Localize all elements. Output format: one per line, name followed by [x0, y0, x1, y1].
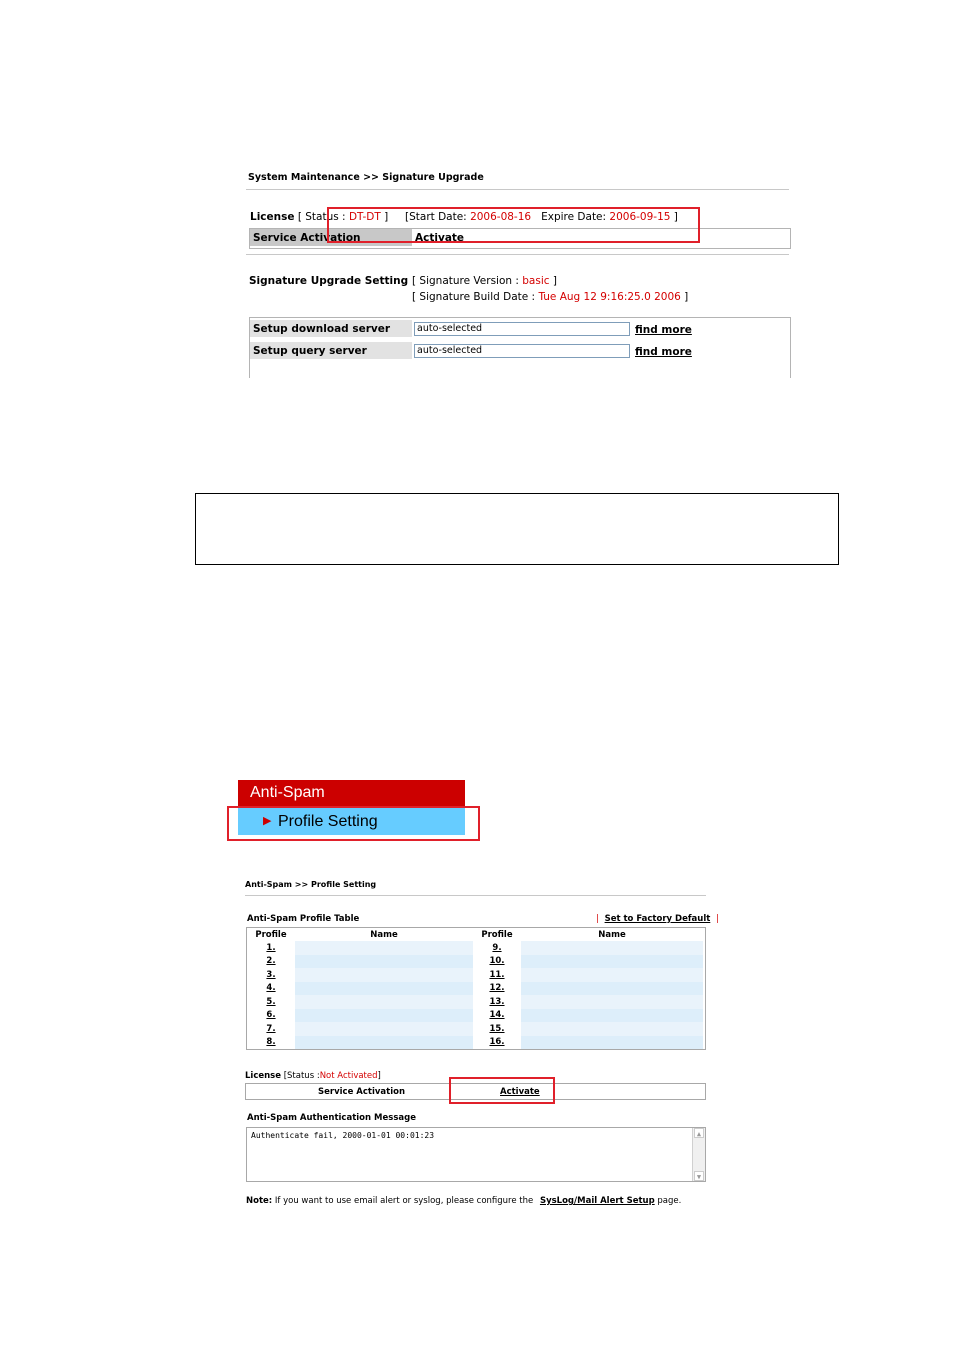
note-box	[195, 493, 839, 565]
table-row	[249, 968, 703, 982]
query-server-label: Setup query server	[253, 345, 367, 357]
profile-number-cell	[249, 941, 293, 955]
profile-name-cell	[295, 1036, 473, 1050]
signature-version-line	[412, 275, 557, 287]
profile-name-cell	[521, 1009, 703, 1023]
profile-name-cell	[295, 968, 473, 982]
license-label: License	[245, 1071, 282, 1081]
profile-number-cell	[475, 995, 519, 1009]
download-server-input[interactable]	[414, 322, 630, 336]
profile-number-cell	[475, 968, 519, 982]
profile-name-cell	[521, 982, 703, 996]
table-row	[249, 995, 703, 1009]
table-row	[249, 1036, 703, 1050]
separator: |	[716, 914, 719, 924]
profile-name-cell	[295, 1009, 473, 1023]
col-header-name: Name	[598, 929, 626, 940]
profile-name-cell	[521, 1036, 703, 1050]
profile-number-cell	[475, 1036, 519, 1050]
col-header-name: Name	[370, 929, 398, 940]
activate-highlight-box	[449, 1077, 555, 1104]
factory-default-group	[596, 914, 719, 924]
signature-version: basic	[522, 275, 550, 287]
profile-number-cell	[475, 941, 519, 955]
query-server-input[interactable]	[414, 344, 630, 358]
expire-date: 2006-09-15	[609, 211, 671, 223]
signature-build-line	[412, 291, 688, 303]
auth-message-textarea[interactable]	[246, 1127, 706, 1182]
divider	[246, 254, 789, 255]
service-activation-label: Service Activation	[253, 232, 361, 244]
profile-link[interactable]: 5.	[266, 996, 276, 1007]
profile-grid	[247, 928, 705, 1049]
profile-link[interactable]: 16.	[489, 1037, 505, 1048]
auth-message-title: Anti-Spam Authentication Message	[247, 1113, 416, 1123]
status-suffix: ]	[384, 211, 389, 223]
status-prefix: [Status :	[283, 1071, 320, 1081]
profile-table	[246, 927, 706, 1050]
license-highlight-box	[327, 207, 700, 243]
download-find-more-link[interactable]: find more	[635, 324, 692, 336]
scroll-down-icon[interactable]: ▼	[694, 1171, 704, 1181]
query-find-more-link[interactable]: find more	[635, 346, 692, 358]
profile-link[interactable]: 7.	[266, 1023, 276, 1034]
profile-link[interactable]: 6.	[266, 1010, 276, 1021]
version-suffix: ]	[552, 275, 557, 287]
profile-name-cell	[521, 968, 703, 982]
factory-default-link[interactable]: Set to Factory Default	[604, 914, 711, 924]
status-prefix: [ Status :	[297, 211, 346, 223]
date-suffix: ]	[673, 211, 678, 223]
profile-link[interactable]: 15.	[489, 1023, 505, 1034]
status-value: DT-DT	[348, 211, 381, 223]
build-suffix: ]	[684, 291, 689, 303]
profile-name-cell	[295, 995, 473, 1009]
table-row	[249, 1022, 703, 1036]
service-activation-label: Service Activation	[318, 1087, 406, 1097]
profile-name-cell	[521, 995, 703, 1009]
upgrade-setting-label: Signature Upgrade Setting	[249, 275, 409, 287]
profile-number-cell	[249, 968, 293, 982]
profile-number-cell	[249, 1022, 293, 1036]
table-row	[249, 955, 703, 969]
breadcrumb: Anti-Spam >> Profile Setting	[245, 880, 377, 889]
profile-link[interactable]: 8.	[266, 1037, 276, 1048]
profile-name-cell	[521, 955, 703, 969]
profile-link[interactable]: 2.	[266, 956, 276, 967]
breadcrumb: System Maintenance >> Signature Upgrade	[248, 172, 484, 183]
profile-number-cell	[249, 955, 293, 969]
textarea-scrollbar[interactable]	[692, 1128, 705, 1181]
note-line	[246, 1196, 681, 1206]
profile-link[interactable]: 3.	[266, 969, 276, 980]
col-header-profile: Profile	[481, 929, 513, 940]
server-settings-box	[249, 317, 791, 378]
menu-highlight-box	[227, 806, 480, 841]
divider	[246, 189, 789, 190]
version-prefix: [ Signature Version :	[412, 275, 519, 287]
profile-name-cell	[295, 955, 473, 969]
note-text: If you want to use email alert or syslog, please configure the	[274, 1196, 534, 1206]
status-suffix: ]	[377, 1071, 381, 1081]
profile-table-title: Anti-Spam Profile Table	[247, 914, 360, 924]
start-date-prefix: [Start Date:	[405, 211, 467, 223]
signature-build-date: Tue Aug 12 9:16:25.0 2006	[538, 291, 681, 303]
profile-link[interactable]: 1.	[266, 942, 276, 953]
status-value: Not Activated	[319, 1071, 378, 1081]
triangle-right-icon: ▶	[263, 815, 272, 827]
build-prefix: [ Signature Build Date :	[412, 291, 536, 303]
note-suffix: page.	[657, 1196, 682, 1206]
profile-name-cell	[295, 982, 473, 996]
profile-name-cell	[295, 941, 473, 955]
profile-number-cell	[249, 995, 293, 1009]
note-label: Note:	[246, 1196, 273, 1206]
menu-anti-spam[interactable]: Anti-Spam	[238, 780, 465, 806]
profile-link[interactable]: 11.	[489, 969, 505, 980]
profile-name-cell	[521, 1022, 703, 1036]
profile-name-cell	[295, 1022, 473, 1036]
expire-date-prefix: Expire Date:	[541, 211, 607, 223]
activate-link[interactable]: Activate	[500, 1087, 540, 1097]
profile-number-cell	[475, 955, 519, 969]
menu-item-label: Profile Setting	[278, 813, 378, 830]
table-row	[249, 941, 703, 955]
profile-number-cell	[475, 1009, 519, 1023]
profile-number-cell	[249, 1036, 293, 1050]
separator: |	[596, 914, 599, 924]
profile-link[interactable]: 14.	[489, 1010, 505, 1021]
scroll-up-icon[interactable]: ▲	[694, 1128, 704, 1138]
table-row	[249, 982, 703, 996]
signature-upgrade-panel	[246, 168, 792, 378]
table-row	[249, 1009, 703, 1023]
auth-message-text: Authenticate fail, 2000-01-01 00:01:23	[251, 1131, 435, 1140]
license-label: License	[250, 211, 295, 223]
license-status-line	[245, 1071, 381, 1081]
profile-number-cell	[475, 982, 519, 996]
profile-link[interactable]: 9.	[492, 942, 502, 953]
start-date: 2006-08-16	[470, 211, 532, 223]
profile-link[interactable]: 4.	[266, 983, 276, 994]
profile-link[interactable]: 13.	[489, 996, 505, 1007]
syslog-setup-link[interactable]: SysLog/Mail Alert Setup	[539, 1196, 655, 1206]
profile-link[interactable]: 10.	[489, 956, 505, 967]
download-server-label: Setup download server	[253, 323, 391, 335]
col-header-profile: Profile	[255, 929, 287, 940]
divider	[245, 895, 706, 896]
profile-number-cell	[249, 982, 293, 996]
profile-name-cell	[521, 941, 703, 955]
activate-link[interactable]: Activate	[415, 232, 465, 244]
profile-number-cell	[249, 1009, 293, 1023]
profile-link[interactable]: 12.	[489, 983, 505, 994]
profile-number-cell	[475, 1022, 519, 1036]
